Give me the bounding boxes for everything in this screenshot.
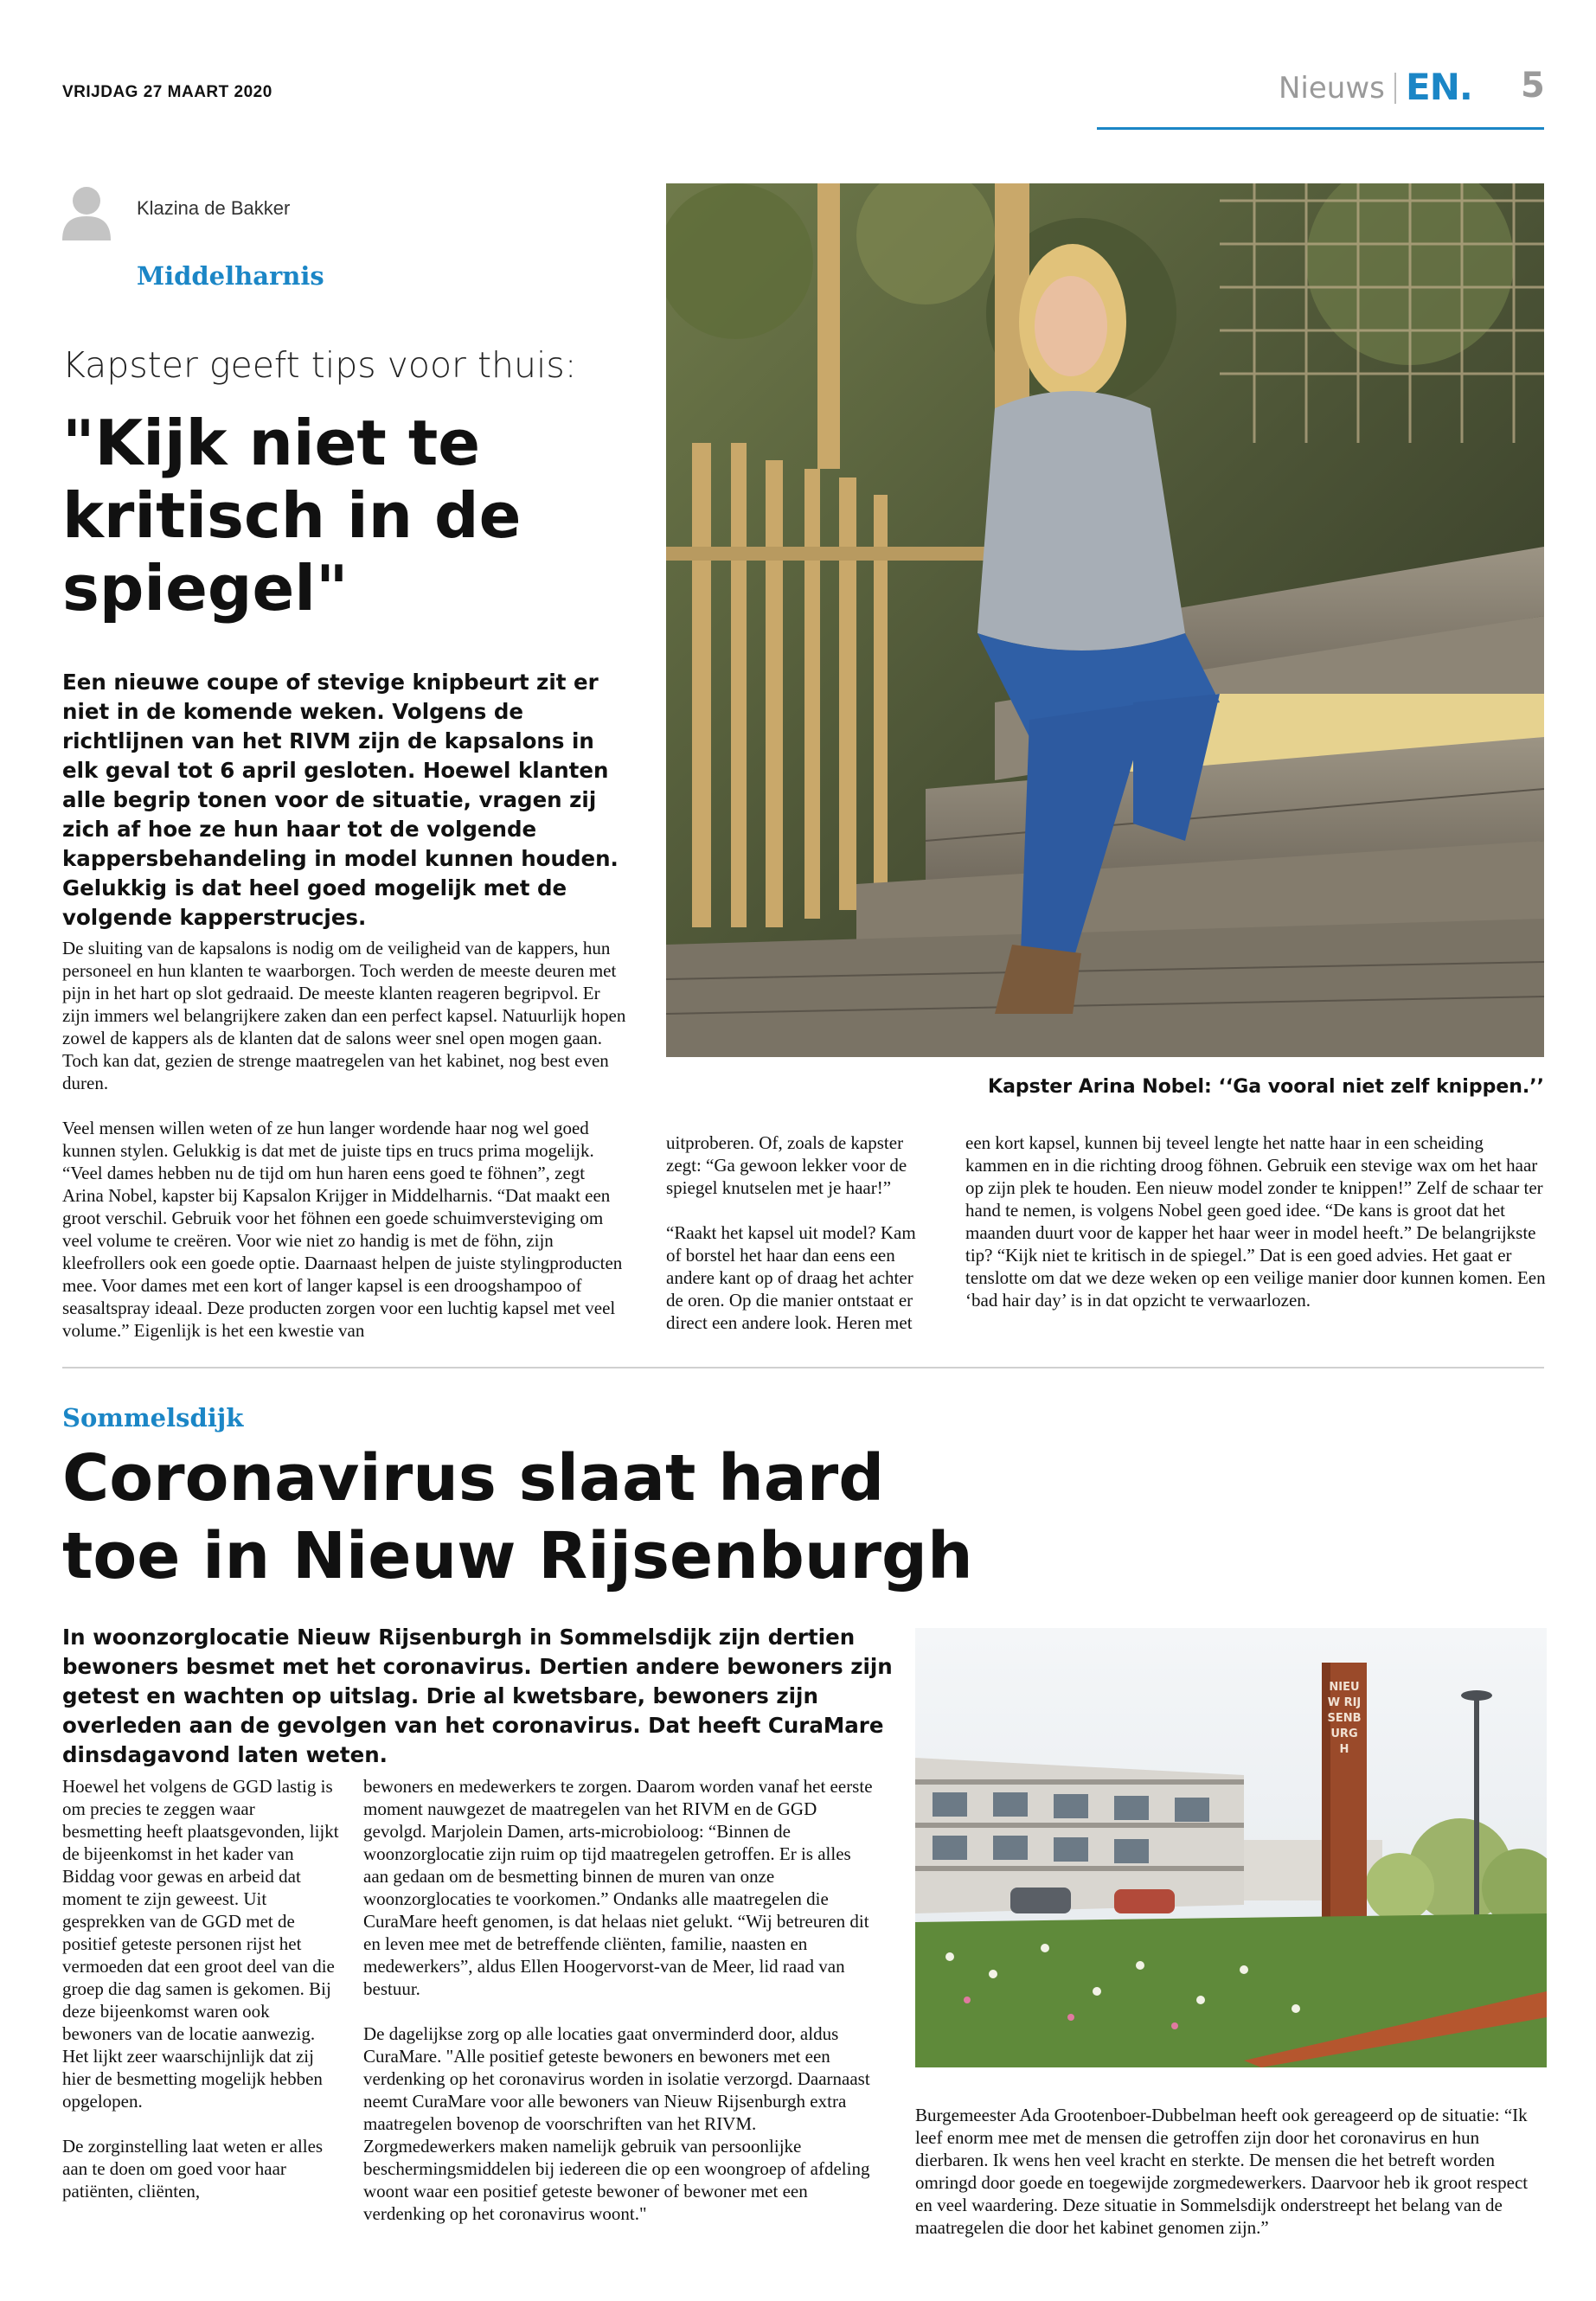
article2-dateline: Sommelsdijk [62, 1403, 244, 1433]
article-divider [62, 1367, 1544, 1368]
paragraph: Veel mensen willen weten of ze hun langer wordende haar nog wel goed kunnen stylen. Gelukkig is dat met de juiste tips en trucs prima mogelijk. “Veel dames hebben nu de tijd om hun haren eens goed te föhnen”, zegt Arina Nobel, kapster bij Kapsalon Krijger in Middelharnis. “Dat maakt een groot verschil. Gebruik voor het föhnen een goede schuimversteviging om veel volume te creëren. Voor wie niet zo handig is met de föhn, zijn kleefrollers ook een goede optie. Daarnaast helpen de juiste stylingproducten mee. Voor dames met een kort of langer kapsel is een droogshampoo of seasaltspray ideaal. Deze producten zorgen voor een luchtig kapsel met veel volume.” Eigenlijk is het een kwestie van [62, 1118, 623, 1341]
paragraph: “Raakt het kapsel uit model? Kam of borstel het haar dan eens een andere kant op of draag het achter de oren. Op die manier ontstaat er direct een andere look. Heren met [666, 1222, 916, 1333]
article1-lead: Een nieuwe coupe of stevige knipbeurt zit er niet in de komende weken. Volgens de richtlijnen van het RIVM zijn de kapsalons in elk geval tot 6 april gesloten. Hoewel klanten alle begrip tonen voor de situatie, vragen zij zich af hoe ze hun haar tot de volgende kappersbehandeling in model kunnen houden. Gelukkig is dat heel goed mogelijk met de volgende kapperstrucjes. [62, 670, 619, 930]
article1-column-3 [965, 1131, 1547, 1334]
header-rule [1097, 127, 1544, 130]
paragraph: De sluiting van de kapsalons is nodig om de veiligheid van de kappers, hun personeel en hun klanten te waarborgen. Toch werden de meeste deuren met pijn in het hart op slot gedraaid. De meeste klanten reageren begripvol. Er zijn immers wel belangrijkere zaken dan een perfect kapsel. Natuurlijk hopen zowel de kappers als de klanten dat de salons weer snel open mogen gaan. Toch kan dat, gezien de strenge maatregelen van het kabinet, nog best even duren. [62, 938, 626, 1093]
paragraph: uitproberen. Of, zoals de kapster zegt: “Ga gewoon lekker voor de spiegel knutselen met je haar!” [666, 1132, 907, 1198]
header-separator [1394, 73, 1396, 104]
article2-lead: In woonzorglocatie Nieuw Rijsenburgh in Sommelsdijk zijn dertien bewoners besmet met het coronavirus. Dertien andere bewoners zijn getest en wachten op uitslag. Drie al kwetsbare, bewoners zijn overleden aan de gevolgen van het coronavirus. Dat heeft CuraMare dinsdagavond laten weten. [62, 1625, 893, 1767]
author-name: Klazina de Bakker [137, 197, 291, 219]
paragraph: Hoewel het volgens de GGD lastig is om precies te zeggen waar besmetting heeft plaatsgevonden, lijkt de bijeenkomst in het kader van Biddag voor gewas en arbeid dat moment te zijn geweest. Uit gesprekken van de GGD met de positief geteste personen rijst het vermoeden dat een groot deel van die groep die dag samen is gekomen. Bij deze bijeenkomst waren ook bewoners van de locatie aanwezig. Het lijkt zeer waarschijnlijk dat zij hier de besmetting mogelijk hebben opgelopen. [62, 1776, 339, 2112]
person-silhouette-icon [61, 183, 112, 240]
page-number: 5 [1521, 66, 1545, 106]
section-label: Nieuws [1279, 71, 1385, 106]
article1-headline: "Kijk niet te kritisch in de spiegel" [62, 407, 522, 625]
article2-column-3 [915, 2104, 1547, 2261]
paragraph: bewoners en medewerkers te zorgen. Daarom worden vanaf het eerste moment nauwgezet de maatregelen van het RIVM en de GGD gevolgd. Marjolein Damen, arts-microbioloog: “Binnen de woonzorglocatie zijn ruim op tijd maatregelen getroffen. Er is alles aan gedaan om de besmetting binnen de muren van onze woonzorglocaties te voorkomen.” Ondanks alle maatregelen die CuraMare heeft genomen, is dat helaas niet gelukt. “Wij betreuren dit en leven mee met de betreffende cliënten, familie, naasten en medewerkers”, aldus Ellen Hoogervorst-van de Meer, lid raad van bestuur. [363, 1776, 873, 1999]
photo-caption: Kapster Arina Nobel: ‘‘Ga vooral niet zelf knippen.’’ [988, 1076, 1544, 1098]
article2-column-2 [363, 1775, 881, 2247]
issue-date: VRIJDAG 27 MAART 2020 [62, 83, 272, 101]
newspaper-logo: EN. [1406, 66, 1472, 108]
article1-column-1 [62, 937, 628, 1364]
article2-column-1 [62, 1775, 339, 2225]
care-facility-photo [915, 1628, 1547, 2067]
article1-column-2 [666, 1131, 934, 1356]
article1-kicker: Kapster geeft tips voor thuis: [62, 344, 577, 386]
sign-text: NIEUW RIJSENBURGH [1327, 1681, 1362, 1756]
paragraph: De zorginstelling laat weten er alles aan te doen om goed voor haar patiënten, cliënten, [62, 2136, 324, 2202]
hairdresser-photo [666, 183, 1544, 1057]
article2-headline: Coronavirus slaat hard toe in Nieuw Rijsenburgh [62, 1441, 973, 1593]
paragraph: De dagelijkse zorg op alle locaties gaat onverminderd door, aldus CuraMare. "Alle positief geteste bewoners en bewoners met een verdenking op het coronavirus worden in isolatie verzorgd. Daarnaast neemt CuraMare voor alle bewoners van Nieuw Rijsenburgh extra maatregelen bovenop de voorschriften van het RIVM. Zorgmedewerkers maken namelijk gebruik van persoonlijke beschermingsmiddelen bij iedereen die op een woongroep of afdeling woont waar een positief geteste bewoner of bewoner met een verdenking op het coronavirus woont." [363, 2023, 870, 2224]
article1-dateline: Middelharnis [137, 261, 324, 291]
paragraph: Burgemeester Ada Grootenboer-Dubbelman heeft ook gereageerd op de situatie: “Ik leef enorm mee met de mensen die getroffen zijn door het coronavirus en hun dierbaren. Ik wens hen veel kracht en sterkte. De mensen die het betreft worden omringd door goede en toegewijde zorgmedewerkers. Daarvoor heb ik groot respect en veel waardering. Deze situatie in Sommelsdijk onderstreept het belang van de maatregelen die door het kabinet genomen zijn.” [915, 2105, 1529, 2238]
paragraph: een kort kapsel, kunnen bij teveel lengte het natte haar in een scheiding kammen en in die richting droog föhnen. Gebruik een stevige wax om het haar op zijn plek te houden. Een nieuw model zonder te knippen!” Zelf de schaar ter hand te nemen, is volgens Nobel geen goed idee. “De kans is groot dat het maanden duurt voor de kapper het haar weer in model heeft.” De belangrijkste tip? “Kijk niet te kritisch in de spiegel.” Dat is een goed advies. Het gaat er tenslotte om dat we deze weken op een veilige manier door kunnen komen. Een ‘bad hair day’ is in dat opzicht te verwaarlozen. [965, 1132, 1546, 1311]
